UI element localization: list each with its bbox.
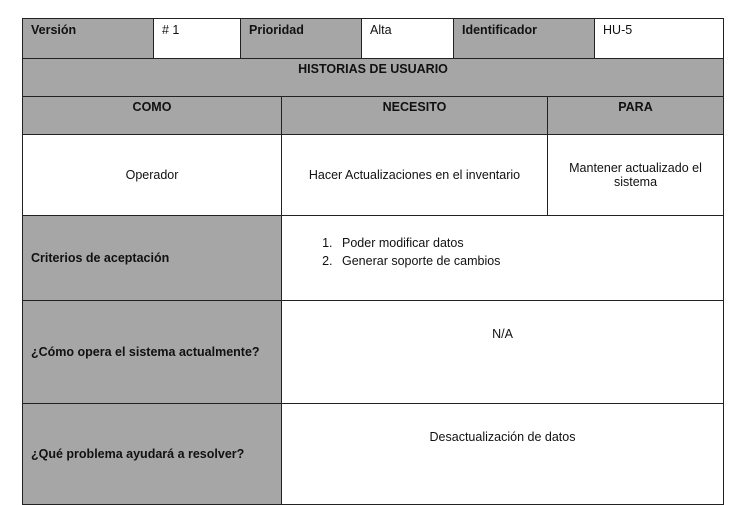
como-value: Operador: [23, 135, 282, 216]
user-story-table: [22, 18, 724, 505]
column-para: PARA: [548, 97, 724, 135]
criteria-item-2: 2. Generar soporte de cambios: [336, 252, 715, 270]
version-label: Versión: [23, 19, 154, 59]
page-title: HISTORIAS DE USUARIO: [23, 59, 724, 97]
header-row: [23, 19, 724, 59]
current-operation-value: N/A: [282, 301, 724, 404]
current-operation-label: ¿Cómo opera el sistema actualmente?: [23, 301, 282, 404]
problem-label: ¿Qué problema ayudará a resolver?: [23, 404, 282, 505]
para-value: Mantener actualizado el sistema: [548, 135, 724, 216]
criteria-list: [290, 234, 715, 270]
criteria-label: Criterios de aceptación: [23, 216, 282, 301]
identifier-label: Identificador: [454, 19, 595, 59]
priority-value: Alta: [362, 19, 454, 59]
criteria-item-1: 1. Poder modificar datos: [336, 234, 715, 252]
identifier-value: HU-5: [595, 19, 724, 59]
version-value: # 1: [154, 19, 241, 59]
priority-label: Prioridad: [241, 19, 362, 59]
column-header-row: [23, 97, 724, 135]
necesito-value: Hacer Actualizaciones en el inventario: [282, 135, 548, 216]
title-row: [23, 59, 724, 97]
values-row: [23, 135, 724, 216]
column-como: COMO: [23, 97, 282, 135]
problem-row: [23, 404, 724, 505]
criteria-cell: [282, 216, 724, 301]
criteria-row: [23, 216, 724, 301]
column-necesito: NECESITO: [282, 97, 548, 135]
problem-value: Desactualización de datos: [282, 404, 724, 505]
current-operation-row: [23, 301, 724, 404]
